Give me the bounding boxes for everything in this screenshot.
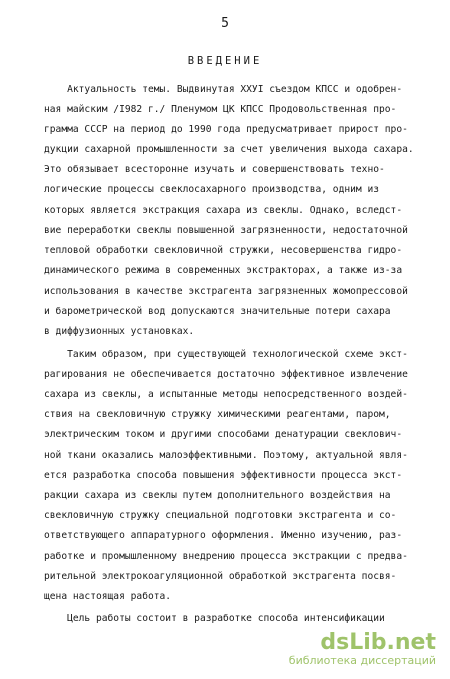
text-line: ной ткани оказались малоэффективными. Поэтому, актуальной явля- [44, 450, 408, 461]
watermark-logo: dsLib.net [320, 630, 436, 655]
text-line: Цель работы состоит в разработке способа интенсификации [44, 613, 385, 624]
text-line: рительной электрокоагуляционной обработкой экстрагента посвя- [44, 571, 397, 582]
text-line: Таким образом, при существующей технологической схеме экст- [44, 349, 408, 360]
text-line: и барометрической вод допускаются значительные потери сахара [44, 306, 391, 317]
text-line: Актуальность темы. Выдвинутая ХХУI съездом КПСС и одобрен- [44, 84, 403, 95]
text-line: в диффузионных установках. [44, 326, 195, 337]
text-line: грамма СССР на период до 1990 года предусматривает прирост про- [44, 124, 408, 135]
text-line: щена настоящая работа. [44, 591, 172, 602]
text-line: использования в качестве экстрагента загрязненных жомопрессовой [44, 286, 408, 297]
text-line: ная майским /I982 г./ Пленумом ЦК КПСС Продовольственная про- [44, 104, 397, 115]
text-line: свекловичную стружку специальной подготовки экстрагента и со- [44, 510, 397, 521]
text-line: ответствующего аппаратурного оформления. Именно изучению, раз- [44, 530, 403, 541]
watermark [289, 632, 436, 667]
text-line: Это обязывает всесторонне изучать и совершенствовать техно- [44, 164, 385, 175]
watermark-subtitle: библиотека диссертаций [288, 654, 436, 667]
text-line: динамического режима в современных экстракторах, а также из-за [44, 265, 403, 276]
text-line: ется разработка способа повышения эффективности процесса экст- [44, 470, 403, 481]
text-line: тепловой обработки свекловичной стружки, несовершенства гидро- [44, 245, 403, 256]
text-line: вие переработки свеклы повышенной загрязненности, недостаточной [44, 225, 408, 236]
text-line: рагирования не обеспечивается достаточно эффективное извлечение [44, 369, 408, 380]
text-line: логические процессы свеклосахарного производства, одним из [44, 184, 380, 195]
text-line: которых является экстракция сахара из свеклы. Однако, вследст- [44, 205, 403, 216]
text-line: работке и промышленному внедрению процесса экстракции с предва- [44, 551, 408, 562]
text-line: электрическим током и другими способами денатурации свеклович- [44, 429, 403, 440]
text-line: ствия на свекловичную стружку химическими реагентами, паром, [44, 409, 391, 420]
page-number: 5 [221, 16, 229, 31]
text-line: ракции сахара из свеклы путем дополнительного воздействия на [44, 490, 391, 501]
text-line: дукции сахарной промышленности за счет увеличения выхода сахара. [44, 144, 414, 155]
section-heading: ВВЕДЕНИЕ [187, 55, 263, 67]
text-line: сахара из свеклы, а испытанные методы непосредственного воздей- [44, 389, 408, 400]
